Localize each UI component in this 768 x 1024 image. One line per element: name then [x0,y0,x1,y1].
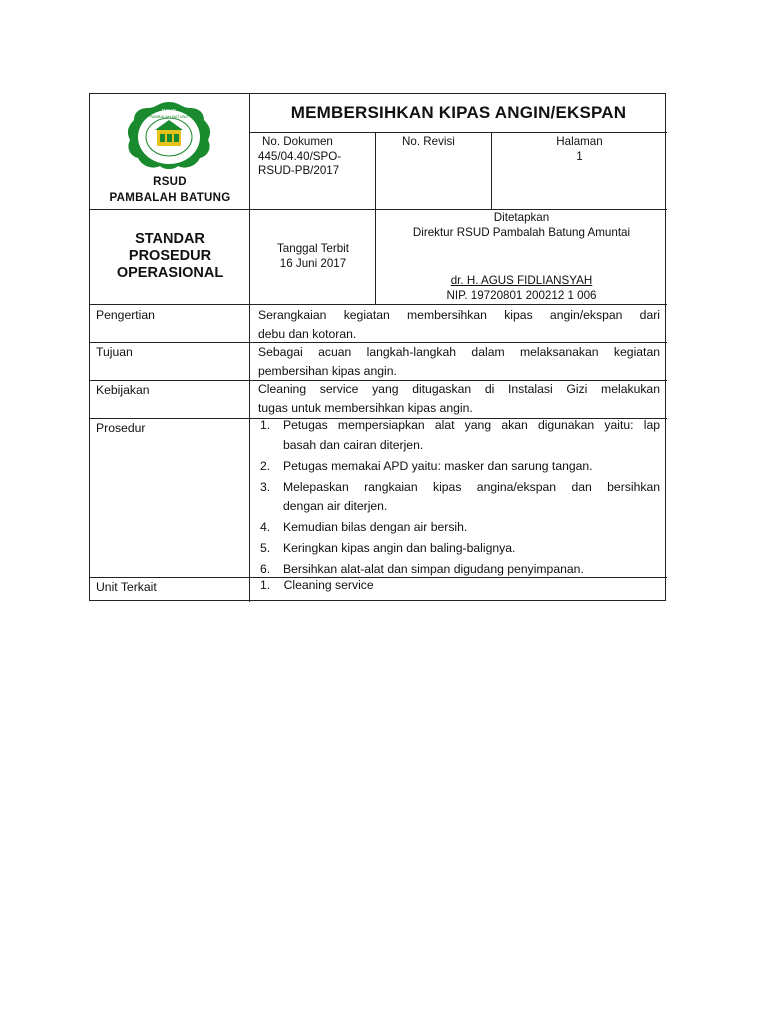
tujuan-label: Tujuan [96,345,133,359]
pengertian-line2: debu dan kotoran. [258,327,357,341]
pengertian-line1: Serangkaian kegiatan membersihkan kipas angin/ekspan dari [258,308,660,322]
doc-number-line1: 445/04.40/SPO- [258,149,342,163]
step-text: Petugas mempersiapkan alat yang akan digunakan yaitu: lap [283,418,660,432]
approval-label: Ditetapkan [493,211,550,224]
signer-name: dr. H. AGUS FIDLIANSYAH [450,274,593,287]
signer-block [376,274,667,303]
approval-cell [376,211,667,240]
pengertian-label: Pengertian [96,308,155,322]
unit-item [260,578,374,592]
tujuan-line1: Sebagai acuan langkah-langkah dalam melaksanakan kegiatan [258,345,660,359]
list-item [258,416,660,455]
doc-number-label: No. Dokumen [262,135,333,148]
signer-nip: NIP. 19720801 200212 1 006 [446,288,597,302]
hospital-name-line2: PAMBALAH BATUNG [109,192,231,204]
issue-date-value: 16 Juni 2017 [279,256,347,270]
list-item [258,518,660,538]
step-text: Bersihkan alat-alat dan simpan digudang penyimpanan. [283,562,584,576]
step-text: Keringkan kipas angin dan baling-balignya. [283,541,516,555]
unit-label: Unit Terkait [96,580,157,594]
divider [375,132,376,210]
step-number: 1. [260,418,271,432]
logo-block [90,94,250,210]
list-item [258,478,660,517]
hospital-logo [124,100,214,172]
logo-text-arc: PAMBALAH BATUNG [149,114,189,119]
kebijakan-line1: Cleaning service yang ditugaskan di Instalasi Gizi melakukan [258,382,660,396]
logo-text-top: RSUD [161,109,177,115]
sop-line2: PROSEDUR [128,248,212,264]
sop-line3: OPERASIONAL [116,265,224,281]
page-cell [492,135,667,164]
kebijakan-label: Kebijakan [96,383,150,397]
list-item [258,539,660,559]
divider [90,304,667,305]
revision-cell [402,135,455,150]
unit-text: Cleaning service [283,578,374,592]
issue-date-label: Tanggal Terbit [277,242,349,255]
sop-document [89,93,666,601]
step-number: 3. [260,479,271,494]
step-text-cont: basah dan cairan diterjen. [283,437,424,452]
step-text: Petugas memakai APD yaitu: masker dan sarung tangan. [283,458,593,473]
prosedur-label: Prosedur [96,421,146,435]
list-item [258,457,660,477]
step-number: 2. [260,458,271,473]
step-number: 6. [260,562,271,576]
divider [249,132,667,133]
page-label: Halaman [556,135,603,148]
list-item [258,560,660,580]
doc-number-cell [258,135,372,179]
step-text: Melepaskan rangkaian kipas angina/ekspan dan bersihkan [283,479,660,494]
document-title: MEMBERSIHKAN KIPAS ANGIN/EKSPAN [290,103,627,122]
kebijakan-line2: tugas untuk membersihkan kipas angin. [258,401,473,415]
approval-title: Direktur RSUD Pambalah Batung Amuntai [412,225,631,239]
issue-date-cell [250,242,376,271]
unit-number: 1. [260,578,271,592]
page-value: 1 [576,149,583,163]
prosedur-steps [258,416,660,581]
step-text: Kemudian bilas dengan air bersih. [283,520,468,534]
sop-line1: STANDAR [135,231,205,247]
step-number: 4. [260,520,271,534]
hospital-name-line1: RSUD [153,176,187,188]
sop-heading [90,210,250,303]
revision-label: No. Revisi [402,135,455,148]
doc-number-line2: RSUD-PB/2017 [258,164,340,177]
step-number: 5. [260,541,271,555]
tujuan-line2: pembersihan kipas angin. [258,364,397,378]
step-text-cont: dengan air diterjen. [283,499,388,513]
